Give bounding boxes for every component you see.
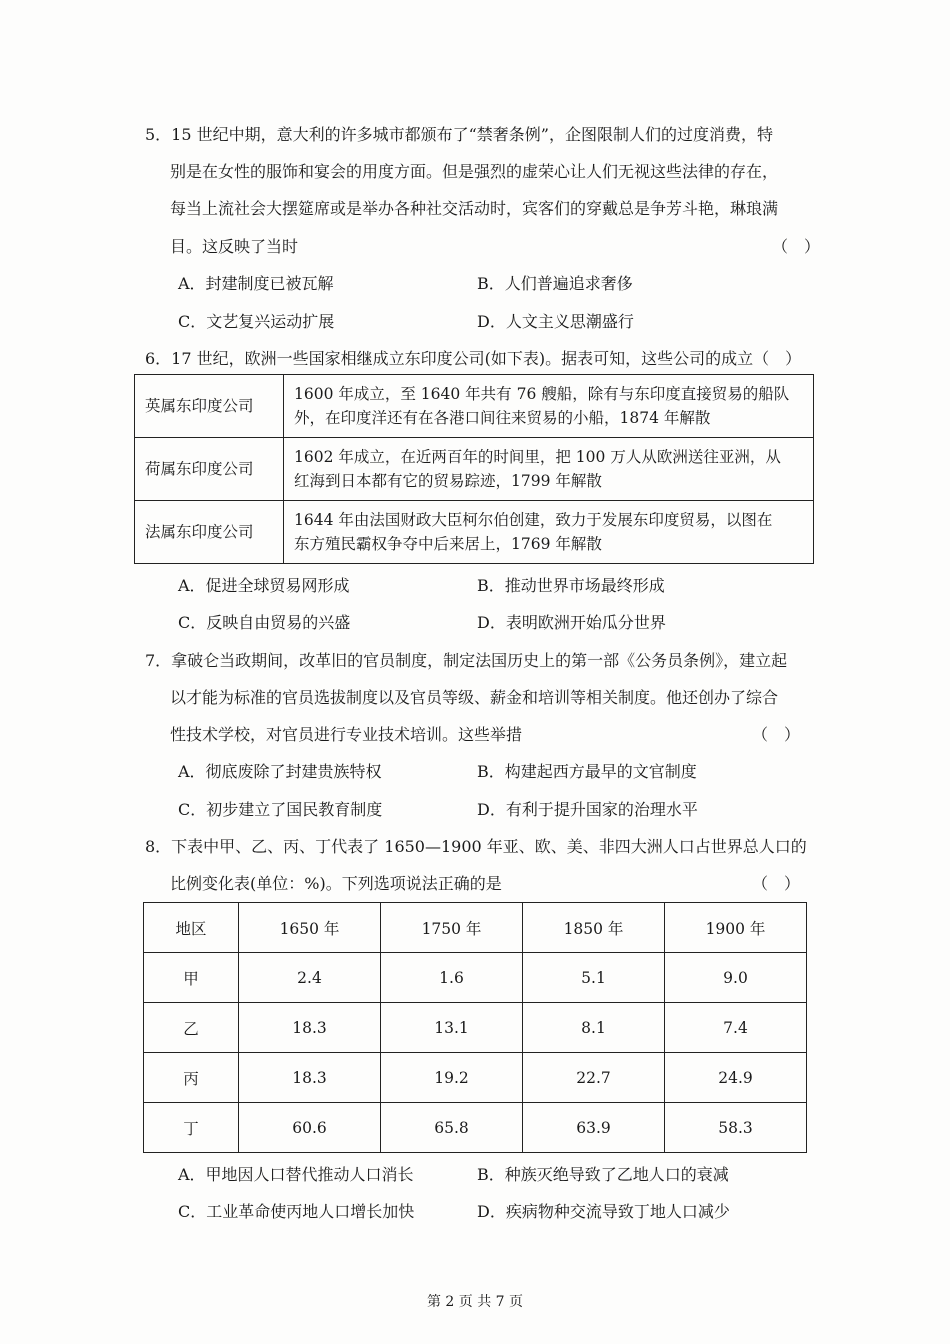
table-row bbox=[144, 953, 807, 1003]
value-cell: 63.9 bbox=[523, 1103, 665, 1153]
region-cell: 甲 bbox=[144, 953, 239, 1003]
value-cell: 18.3 bbox=[239, 1053, 381, 1103]
q6-option-b: B．推动世界市场最终形成 bbox=[477, 576, 665, 595]
q5-option-c: C．文艺复兴运动扩展 bbox=[178, 312, 335, 331]
value-cell: 19.2 bbox=[381, 1053, 523, 1103]
q7-option-b: B．构建起西方最早的文官制度 bbox=[477, 762, 697, 781]
company-desc-line: 外，在印度洋还有在各港口间往来贸易的小船，1874 年解散 bbox=[294, 409, 711, 427]
q6-option-d: D．表明欧洲开始瓜分世界 bbox=[477, 613, 666, 632]
q8-option-d: D．疾病物种交流导致丁地人口减少 bbox=[477, 1202, 730, 1221]
table-row bbox=[144, 1103, 807, 1153]
table-row bbox=[144, 1003, 807, 1053]
company-desc-line: 东方殖民霸权争夺中后来居上，1769 年解散 bbox=[294, 535, 602, 553]
q5-line-2: 别是在女性的服饰和宴会的用度方面。但是强烈的虚荣心让人们无视这些法律的存在， bbox=[170, 162, 779, 181]
q7-line-1: 7．拿破仑当政期间，改革旧的官员制度，制定法国历史上的第一部《公务员条例》，建立起 bbox=[145, 651, 788, 670]
value-cell: 1.6 bbox=[381, 953, 523, 1003]
q7-option-d: D．有利于提升国家的治理水平 bbox=[477, 800, 698, 819]
page-footer: 第 2 页 共 7 页 bbox=[426, 1294, 524, 1310]
q7-option-a: A．彻底废除了封建贵族特权 bbox=[178, 762, 382, 781]
q7-option-c: C．初步建立了国民教育制度 bbox=[178, 800, 383, 819]
q5-option-d: D．人文主义思潮盛行 bbox=[477, 312, 634, 331]
value-cell: 18.3 bbox=[239, 1003, 381, 1053]
q8-line-2: 比例变化表(单位：%)。下列选项说法正确的是 bbox=[170, 874, 502, 893]
value-cell: 58.3 bbox=[665, 1103, 807, 1153]
q8-option-c: C．工业革命使丙地人口增长加快 bbox=[178, 1202, 415, 1221]
header-cell: 1900 年 bbox=[665, 903, 807, 953]
table-row bbox=[144, 1053, 807, 1103]
q8-option-b: B．种族灭绝导致了乙地人口的衰减 bbox=[477, 1165, 729, 1184]
q6-company-table bbox=[134, 374, 814, 564]
header-cell: 地区 bbox=[144, 903, 239, 953]
q5-answer-paren: （ ） bbox=[772, 237, 821, 256]
value-cell: 7.4 bbox=[665, 1003, 807, 1053]
company-name: 英属东印度公司 bbox=[135, 375, 284, 438]
company-desc-line: 1644 年由法国财政大臣柯尔伯创建，致力于发展东印度贸易，以图在 bbox=[294, 511, 773, 529]
q5-line-4: 目。这反映了当时 bbox=[170, 237, 299, 256]
q6-stem: 6．17 世纪，欧洲一些国家相继成立东印度公司(如下表)。据表可知，这些公司的成立（ ） bbox=[145, 349, 802, 368]
value-cell: 13.1 bbox=[381, 1003, 523, 1053]
table-row bbox=[135, 501, 814, 564]
value-cell: 8.1 bbox=[523, 1003, 665, 1053]
q6-option-a: A．促进全球贸易网形成 bbox=[178, 576, 350, 595]
value-cell: 24.9 bbox=[665, 1053, 807, 1103]
table-row bbox=[135, 438, 814, 501]
header-cell: 1750 年 bbox=[381, 903, 523, 953]
header-cell: 1850 年 bbox=[523, 903, 665, 953]
value-cell: 65.8 bbox=[381, 1103, 523, 1153]
table-row bbox=[135, 375, 814, 438]
value-cell: 60.6 bbox=[239, 1103, 381, 1153]
q5-option-b: B．人们普遍追求奢侈 bbox=[477, 274, 633, 293]
company-desc-line: 1602 年成立，在近两百年的时间里，把 100 万人从欧洲送往亚洲，从 bbox=[294, 448, 781, 466]
company-desc bbox=[284, 501, 814, 564]
q7-line-2: 以才能为标准的官员选拔制度以及官员等级、薪金和培训等相关制度。他还创办了综合 bbox=[170, 688, 779, 707]
company-desc-line: 红海到日本都有它的贸易踪迹，1799 年解散 bbox=[294, 472, 602, 490]
company-desc bbox=[284, 438, 814, 501]
company-desc bbox=[284, 375, 814, 438]
q7-answer-paren: （ ） bbox=[752, 725, 801, 744]
region-cell: 丁 bbox=[144, 1103, 239, 1153]
value-cell: 22.7 bbox=[523, 1053, 665, 1103]
table-header-row bbox=[144, 903, 807, 953]
value-cell: 2.4 bbox=[239, 953, 381, 1003]
company-name: 法属东印度公司 bbox=[135, 501, 284, 564]
q6-option-c: C．反映自由贸易的兴盛 bbox=[178, 613, 351, 632]
header-cell: 1650 年 bbox=[239, 903, 381, 953]
region-cell: 丙 bbox=[144, 1053, 239, 1103]
q7-line-3: 性技术学校，对官员进行专业技术培训。这些举措 bbox=[170, 725, 523, 744]
q5-line-1: 5．15 世纪中期，意大利的许多城市都颁布了“禁奢条例”，企图限制人们的过度消费，特 bbox=[145, 125, 773, 144]
q8-option-a: A．甲地因人口替代推动人口消长 bbox=[178, 1165, 414, 1184]
q8-answer-paren: （ ） bbox=[752, 874, 801, 893]
company-desc-line: 1600 年成立，至 1640 年共有 76 艘船，除有与东印度直接贸易的船队 bbox=[294, 385, 790, 403]
company-name: 荷属东印度公司 bbox=[135, 438, 284, 501]
value-cell: 9.0 bbox=[665, 953, 807, 1003]
q8-population-table bbox=[143, 902, 807, 1153]
region-cell: 乙 bbox=[144, 1003, 239, 1053]
value-cell: 5.1 bbox=[523, 953, 665, 1003]
q5-option-a: A．封建制度已被瓦解 bbox=[178, 274, 334, 293]
q8-line-1: 8．下表中甲、乙、丙、丁代表了 1650—1900 年亚、欧、美、非四大洲人口占世界总人口的 bbox=[145, 837, 807, 856]
q5-line-3: 每当上流社会大摆筵席或是举办各种社交活动时，宾客们的穿戴总是争芳斗艳，琳琅满 bbox=[170, 199, 779, 218]
